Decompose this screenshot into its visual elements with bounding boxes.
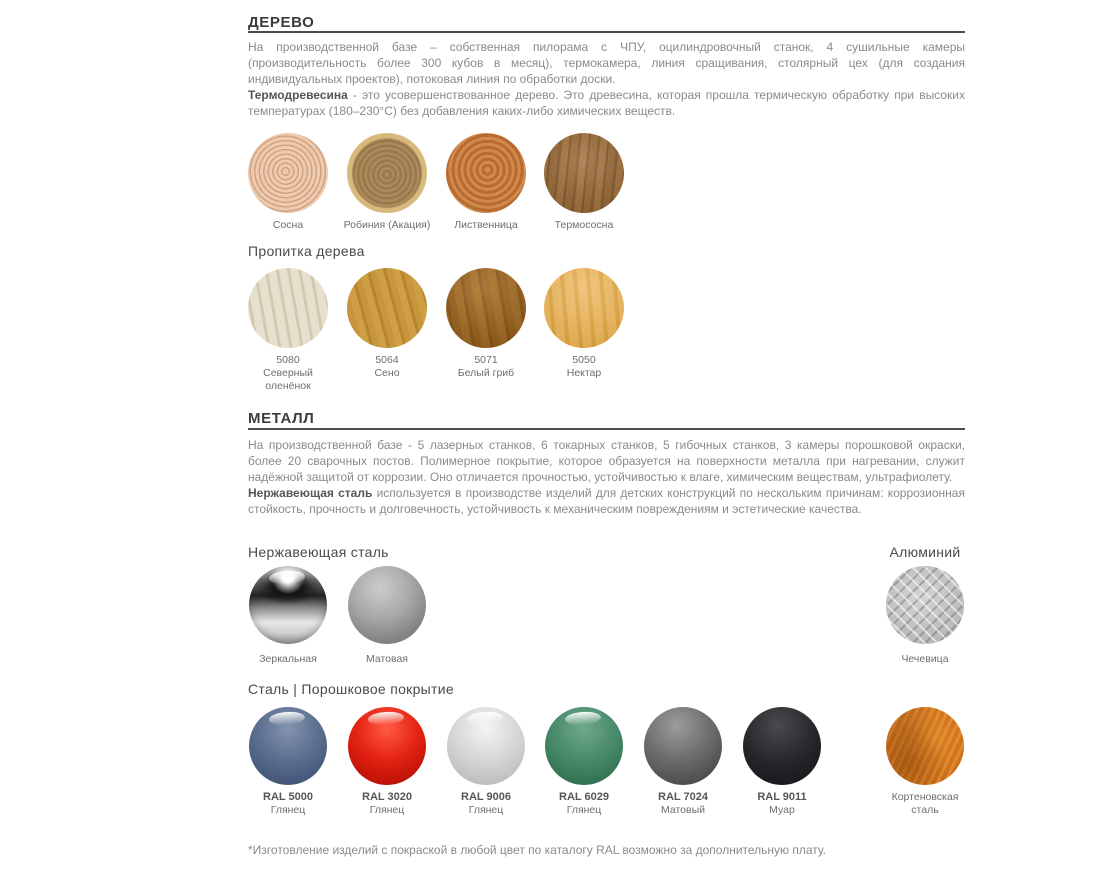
stainless-title: Нержавеющая сталь [248,544,389,560]
swatch-code: RAL 3020 [362,791,412,803]
ral-3020-sphere [348,707,426,785]
wood-swatch-termososna [524,133,644,232]
swatch-finish: Матовый [661,804,705,816]
swatch-code: RAL 7024 [658,791,708,803]
swatch-label: Матовая [366,653,408,665]
powder-swatch-ral9011 [722,707,842,817]
powder-title: Сталь | Порошковое покрытие [248,681,454,697]
ral-footnote: *Изготовление изделий с покраской в любой цвет по каталогу RAL возможно за дополнительную плату. [248,843,827,857]
ral-9006-sphere [447,707,525,785]
swatch-label: Лиственница [454,219,518,231]
swatch-code: 5050 [572,354,596,366]
metal-section-divider [248,428,965,430]
swatch-code: 5080 [276,354,300,366]
corten-circle [886,707,964,785]
impregnation-5050-circle [544,268,624,348]
swatch-label: Зеркальная [259,653,317,665]
ral-5000-sphere [249,707,327,785]
wood-thermo-rest: - это усовершенствованное дерево. Это древесина, которая прошла термическую обработку при высоких температурах (180–230°С) без добавления каких-либо химических веществ. [248,88,965,118]
swatch-name: Нектар [566,367,602,379]
wood-termososna-circle [544,133,624,213]
impregnation-5071-circle [446,268,526,348]
wood-section-title: ДЕРЕВО [248,14,315,31]
swatch-code: 5064 [375,354,399,366]
swatch-code: RAL 5000 [263,791,313,803]
swatch-name: Белый гриб [457,367,515,379]
swatch-name: Сено [374,367,400,379]
swatch-name: Северный оленёнок [263,367,313,392]
swatch-label: Кортеновская сталь [891,791,959,816]
swatch-finish: Глянец [270,804,306,816]
swatch-finish: Глянец [468,804,504,816]
wood-intro-text: На производственной базе – собственная пилорама с ЧПУ, оцилиндровочный станок, 4 сушильные камеры (производительность более 300 кубов в месяц), термокамера, линия сращивания, столярный цех (для создания индивидуальных проектов), потоковая линия по обработки доски. [248,40,965,86]
metal-stainless-text [248,485,965,517]
wood-section-divider [248,31,965,33]
aluminum-swatch-checker [865,566,985,666]
metal-intro-paragraph [248,437,965,517]
metal-stainless-lead: Нержавеющая сталь [248,486,373,500]
stainless-matte-sphere [348,566,426,644]
swatch-finish: Глянец [369,804,405,816]
stainless-mirror-sphere [249,566,327,644]
aluminum-title: Алюминий [889,544,961,560]
wood-thermo-text [248,87,965,119]
swatch-label: Термососна [554,219,614,231]
impregnation-title: Пропитка дерева [248,243,365,259]
wood-listvennitsa-circle [446,133,526,213]
swatch-label: Робиния (Акация) [343,219,431,231]
stainless-swatch-matte [327,566,447,666]
aluminum-checker-circle [886,566,964,644]
impregnation-5064-circle [347,268,427,348]
swatch-code: RAL 6029 [559,791,609,803]
wood-thermo-lead: Термодревесина [248,88,348,102]
corten-swatch [865,707,985,817]
ral-9011-sphere [743,707,821,785]
swatch-code: RAL 9011 [757,791,807,803]
ral-6029-sphere [545,707,623,785]
swatch-code: RAL 9006 [461,791,511,803]
metal-stainless-rest: используется в производстве изделий для детских конструкций по нескольким причинам: коррозионная стойкость, прочность и долговечность, устойчивость к механическим повреждениям и эстетические качества. [248,486,965,516]
swatch-label: Чечевица [901,653,949,665]
wood-robinia-circle [347,133,427,213]
ral-7024-sphere [644,707,722,785]
swatch-code: 5071 [474,354,498,366]
swatch-finish: Муар [769,804,795,816]
swatch-finish: Глянец [566,804,602,816]
metal-section-title: МЕТАЛЛ [248,410,315,427]
wood-sosna-circle [248,133,328,213]
metal-intro-text: На производственной базе - 5 лазерных станков, 6 токарных станков, 5 гибочных станков, 3 камеры порошковой окраски, более 20 сварочных постов. Полимерное покрытие, которое образуется на поверхности металла при нагревании, служит надёжной защитой от коррозии. Оно отличается прочностью, устойчивостью к влаге, химическим веществам, ультрафиолету. [248,438,965,484]
impregnation-swatch-5050 [524,268,644,380]
swatch-label: Сосна [272,219,304,231]
impregnation-5080-circle [248,268,328,348]
wood-intro-paragraph [248,39,965,119]
